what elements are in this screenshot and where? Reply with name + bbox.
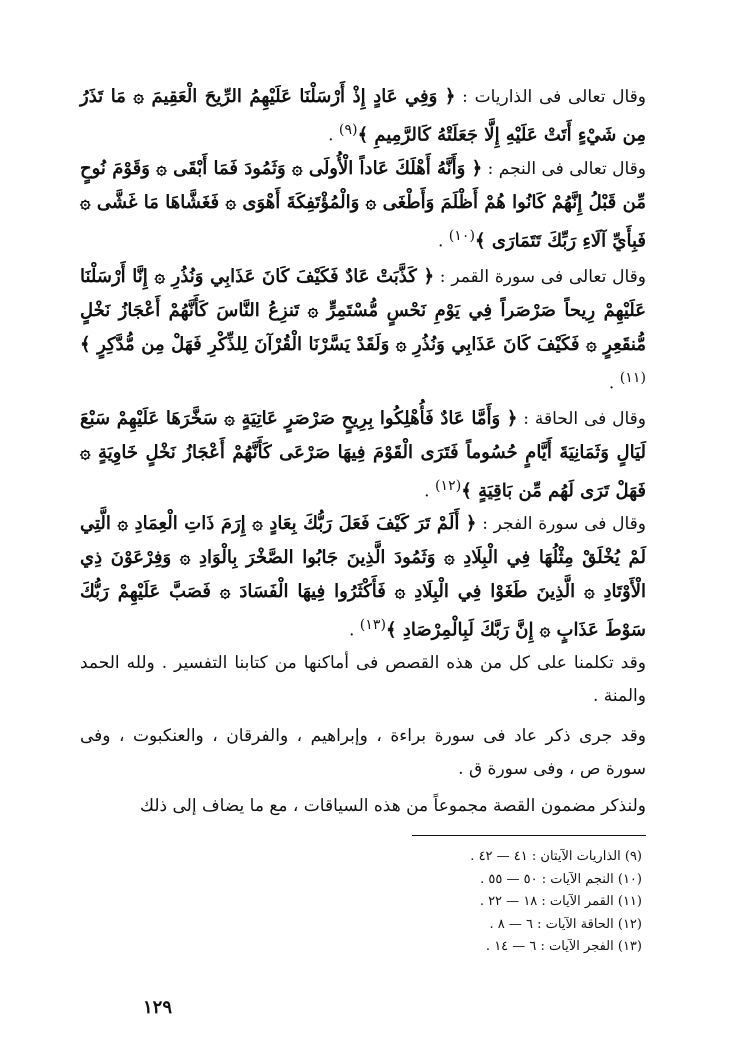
paragraph-closing-summary: ولنذكر مضمون القصة مجموعاً من هذه السياقات ، مع ما يضاف إلى ذلك	[140, 796, 646, 816]
footnotes-list	[342, 846, 642, 959]
sentence-end: .	[328, 125, 339, 146]
sentence-end: .	[437, 231, 449, 252]
sentence-end: .	[348, 620, 360, 641]
footnote-item: (١٣) الفجر الآيات : ٦ — ١٤ .	[485, 939, 642, 954]
sentence-end: .	[424, 481, 435, 502]
page-number: ١٢٩	[142, 997, 172, 1018]
paragraph-intro: وقال فى الحاقة :	[517, 409, 646, 429]
paragraph-adh-dhariyat	[80, 80, 646, 153]
quran-verse: ﴿ كَذَّبَتْ عَادٌ فَكَيْفَ كَانَ عَذَابِي وَنُذُرِ ۞ إِنَّا أَرْسَلْنَا عَلَيْهِمْ رِيحاً صَرْصَراً فِي يَوْمِ نَحْسٍ مُّسْتَمِرٍّ ۞ تَنزِعُ النَّاسَ كَأَنَّهُمْ أَعْجَازُ نَخْلٍ مُّنقَعِرٍ ۞ فَكَيْفَ كَانَ عَذَابِي وَنُذُرِ ۞ وَلَقَدْ يَسَّرْنَا الْقُرْآنَ لِلذِّكْرِ فَهَلْ مِن مُّدَّكِرٍ ﴾	[80, 266, 646, 355]
footnote-divider	[412, 835, 646, 836]
quran-verse: ﴿ وَأَنَّهُ أَهْلَكَ عَاداً الْأُولَى ۞ وَثَمُودَ فَمَا أَبْقَى ۞ وَقَوْمَ نُوحٍ مِّن قَبْلُ إِنَّهُمْ كَانُوا هُمْ أَظْلَمَ وَأَطْغَى ۞ وَالْمُؤْتَفِكَةَ أَهْوَى ۞ فَغَشَّاهَا مَا غَشَّى ۞ فَبِأَيِّ آلَاءِ رَبِّكَ تَتَمَارَى ﴾	[80, 158, 646, 252]
footnote-item: (١١) القمر الآيات : ١٨ — ٢٢ .	[479, 894, 642, 909]
paragraph-intro: وقال تعالى فى النجم :	[482, 159, 646, 179]
quran-verse: ﴿ وَأَمَّا عَادٌ فَأُهْلِكُوا بِرِيحٍ صَرْصَرٍ عَاتِيَةٍ ۞ سَخَّرَهَا عَلَيْهِمْ سَبْعَ لَيَالٍ وَثَمَانِيَةَ أَيَّامٍ حُسُوماً فَتَرَى الْقَوْمَ فِيهَا صَرْعَى كَأَنَّهُمْ أَعْجَازُ نَخْلٍ خَاوِيَةٍ ۞ فَهَلْ تَرَى لَهُم مِّن بَاقِيَةٍ ﴾	[80, 408, 646, 502]
quran-verse: ﴿ وَفِي عَادٍ إِذْ أَرْسَلْنَا عَلَيْهِمُ الرِّيحَ الْعَقِيمَ ۞ مَا تَذَرُ مِن شَيْءٍ أَتَتْ عَلَيْهِ إِلَّا جَعَلَتْهُ كَالرَّمِيمِ ﴾	[80, 86, 646, 146]
footnote-item: (٩) الذاريات الآيتان : ٤١ — ٤٢ .	[470, 849, 642, 864]
paragraph-an-najm	[80, 152, 646, 259]
paragraph-al-fajr	[80, 507, 646, 648]
paragraph-intro: وقال تعالى فى سورة القمر :	[434, 267, 646, 287]
footnote-item: (١٢) الحاقة الآيات : ٦ — ٨ .	[489, 916, 642, 932]
paragraph-intro: وقال تعالى فى الذاريات :	[455, 87, 647, 107]
footnote-ref: (١١)	[619, 370, 646, 386]
paragraph-al-qamar	[80, 260, 646, 401]
paragraph-al-haqqa	[80, 402, 646, 509]
paragraph-intro: وقال فى سورة الفجر :	[476, 514, 646, 534]
sentence-end: .	[608, 373, 620, 394]
footnote-ref: (١٠)	[448, 228, 476, 244]
paragraph-closing-surahs: وقد جرى ذكر عاد فى سورة براءة ، وإبراهيم ، والفرقان ، والعنكبوت ، وفى سورة ص ، وفى سورة ق .	[80, 726, 646, 779]
footnote-ref: (١٣)	[359, 617, 387, 633]
quran-verse: ﴿ أَلَمْ تَرَ كَيْفَ فَعَلَ رَبُّكَ بِعَادٍ ۞ إِرَمَ ذَاتِ الْعِمَادِ ۞ الَّتِي لَمْ يُخْلَقْ مِثْلُهَا فِي الْبِلَادِ ۞ وَثَمُودَ الَّذِينَ جَابُوا الصَّخْرَ بِالْوَادِ ۞ وَفِرْعَوْنَ ذِي الْأَوْتَادِ ۞ الَّذِينَ طَغَوْا فِي الْبِلَادِ ۞ فَأَكْثَرُوا فِيهَا الْفَسَادَ ۞ فَصَبَّ عَلَيْهِمْ رَبُّكَ سَوْطَ عَذَابٍ ۞ إِنَّ رَبَّكَ لَبِالْمِرْصَادِ ﴾	[80, 513, 646, 641]
footnote-ref: (١٢)	[434, 478, 462, 494]
paragraph-closing-tafsir: وقد تكلمنا على كل من هذه القصص فى أماكنها من كتابنا التفسير . ولله الحمد والمنة .	[80, 653, 646, 706]
footnote-ref: (٩)	[338, 122, 358, 138]
footnote-item: (١٠) النجم الآيات : ٥٠ — ٥٥ .	[480, 871, 642, 887]
